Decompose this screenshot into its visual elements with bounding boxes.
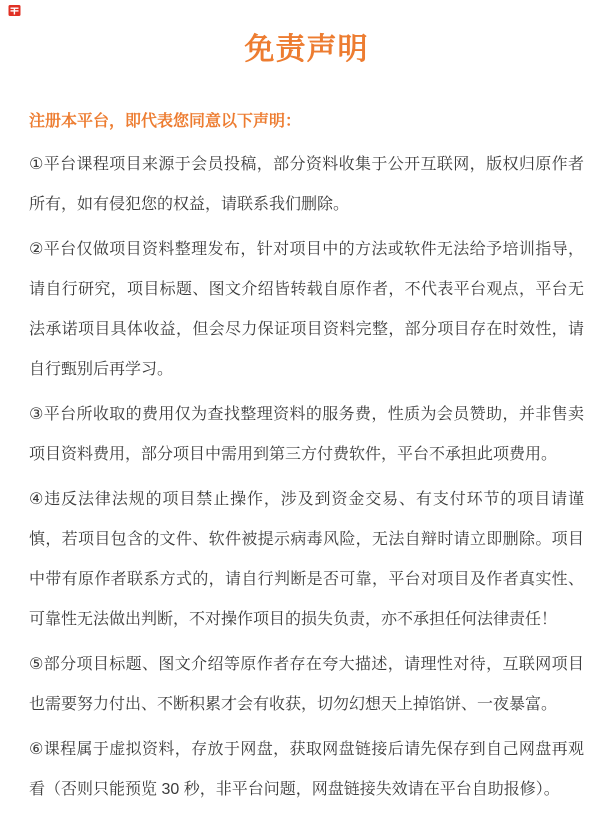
page-title: 免责声明 [244, 33, 369, 66]
disclaimer-paragraph-3: ③平台所收取的费用仅为查找整理资料的服务费，性质为会员赞助，并非售卖项目资料费用，部分项目中需用到第三方付费软件，平台不承担此项费用。 [29, 406, 584, 463]
disclaimer-paragraph-5: ⑤部分项目标题、图文介绍等原作者存在夸大描述，请理性对待，互联网项目也需要努力付出、不断积累才会有收获，切勿幻想天上掉馅饼、一夜暴富。 [29, 656, 584, 713]
red-seal-icon [8, 4, 21, 17]
disclaimer-body [29, 145, 584, 810]
disclaimer-paragraph-2: ②平台仅做项目资料整理发布，针对项目中的方法或软件无法给予培训指导，请自行研究，项目标题、图文介绍皆转载自原作者，不代表平台观点，平台无法承诺项目具体收益，但会尽力保证项目资料完整，部分项目存在时效性，请自行甄别后再学习。 [29, 241, 584, 378]
disclaimer-paragraph-6: ⑥课程属于虚拟资料，存放于网盘，获取网盘链接后请先保存到自己网盘再观看（否则只能预览 30 秒，非平台问题，网盘链接失效请在平台自助报修）。 [29, 741, 584, 798]
disclaimer-paragraph-4: ④违反法律法规的项目禁止操作，涉及到资金交易、有支付环节的项目请谨慎，若项目包含的文件、软件被提示病毒风险，无法自辩时请立即删除。项目中带有原作者联系方式的，请自行判断是否可靠，平台对项目及作者真实性、可靠性无法做出判断，不对操作项目的损失负责，亦不承担任何法律责任！ [29, 491, 584, 628]
intro-statement: 注册本平台，即代表您同意以下声明： [29, 113, 302, 130]
disclaimer-paragraph-1: ①平台课程项目来源于会员投稿，部分资料收集于公开互联网，版权归原作者所有，如有侵犯您的权益，请联系我们删除。 [29, 156, 584, 213]
